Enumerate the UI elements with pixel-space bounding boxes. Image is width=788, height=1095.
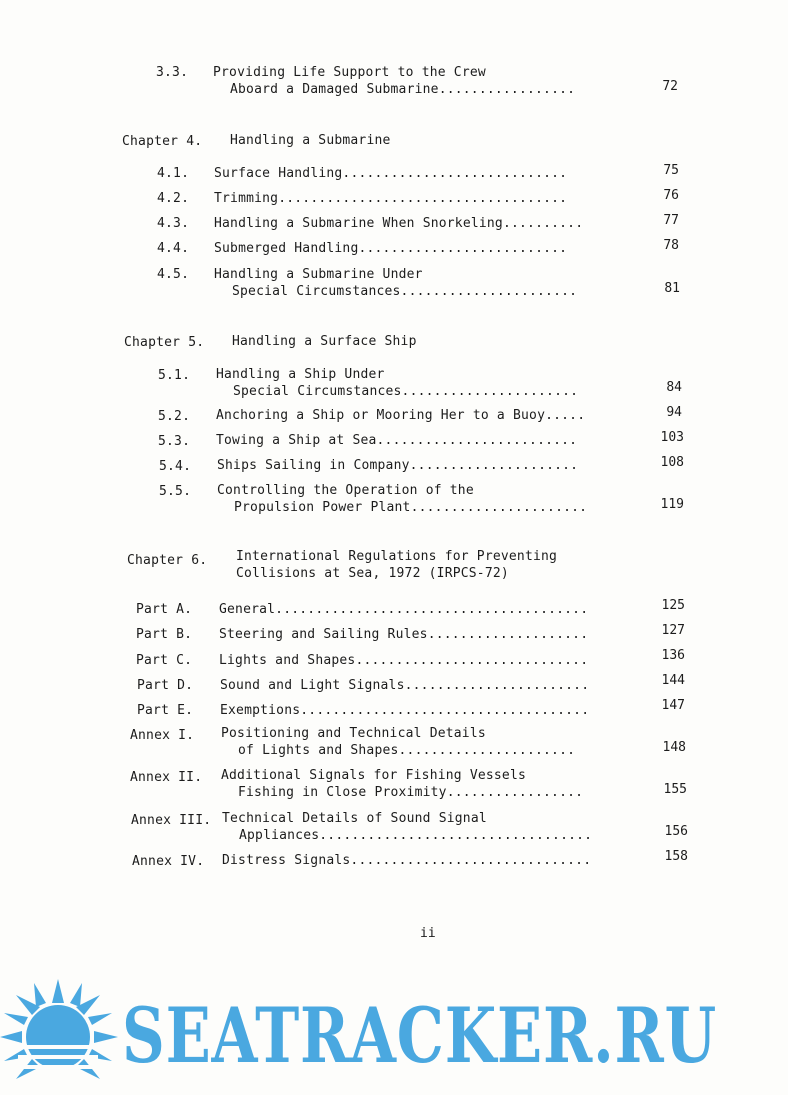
entry-number: 4.4.: [157, 241, 190, 256]
entry-title: Steering and Sailing Rules....................: [219, 627, 589, 642]
page-ref: 136: [661, 648, 685, 663]
page-ref: 148: [662, 740, 686, 755]
sun-logo-icon: [0, 975, 130, 1095]
entry-number: Annex II.: [130, 770, 203, 785]
page-ref: 94: [666, 405, 682, 420]
entry-number: Part D.: [137, 678, 194, 693]
entry-title: Controlling the Operation of the: [217, 483, 474, 498]
page-ref: 72: [662, 79, 678, 94]
entry-title: Anchoring a Ship or Mooring Her to a Buoy.....: [216, 408, 586, 423]
entry-title: Surface Handling............................: [214, 166, 568, 181]
entry-number: Annex I.: [130, 728, 195, 743]
entry-number: 5.3.: [158, 434, 191, 449]
entry-title: Exemptions....................................: [220, 703, 590, 718]
page-ref: 108: [660, 455, 684, 470]
page-ref: 76: [663, 188, 679, 203]
entry-number: Part A.: [136, 602, 193, 617]
entry-title: Ships Sailing in Company.....................: [217, 458, 579, 473]
entry-number: Part C.: [136, 653, 193, 668]
entry-title: Fishing in Close Proximity.................: [238, 785, 584, 800]
entry-title: Special Circumstances......................: [232, 284, 578, 299]
page-ref: 84: [666, 380, 682, 395]
page-ref: 144: [661, 673, 685, 688]
entry-title: Propulsion Power Plant......................: [234, 500, 588, 515]
entry-title: Technical Details of Sound Signal: [222, 811, 487, 826]
entry-title: Distress Signals..............................: [222, 853, 592, 868]
chapter-title: International Regulations for Preventing: [236, 549, 558, 564]
entry-title: Providing Life Support to the Crew: [213, 65, 486, 80]
chapter-label: Chapter 6.: [127, 553, 208, 568]
entry-number: 4.1.: [157, 166, 190, 181]
page-ref: 155: [663, 782, 687, 797]
page-ref: 81: [664, 281, 680, 296]
page-ref: 125: [661, 598, 685, 613]
entry-title: Aboard a Damaged Submarine.................: [230, 82, 576, 97]
entry-title: Trimming....................................: [214, 191, 568, 206]
entry-title: Towing a Ship at Sea.........................: [216, 433, 578, 448]
entry-title: Appliances..................................: [239, 828, 593, 843]
chapter-title: Handling a Surface Ship: [232, 334, 417, 349]
entry-number: 5.1.: [158, 368, 191, 383]
entry-title: Lights and Shapes.............................: [219, 653, 589, 668]
entry-title: Handling a Submarine When Snorkeling..........: [214, 216, 584, 231]
page-ref: 77: [663, 213, 679, 228]
entry-number: 4.3.: [157, 216, 190, 231]
entry-title: Handling a Ship Under: [216, 367, 385, 382]
entry-number: Part E.: [137, 703, 194, 718]
page-ref: 75: [663, 163, 679, 178]
chapter-title: Handling a Submarine: [230, 133, 391, 148]
page-ref: 156: [664, 824, 688, 839]
page-ref: 103: [660, 430, 684, 445]
entry-title: Submerged Handling..........................: [214, 241, 568, 256]
entry-number: 4.5.: [157, 267, 190, 282]
entry-title: Positioning and Technical Details: [221, 726, 486, 741]
entry-title: Sound and Light Signals.......................: [220, 678, 590, 693]
entry-number: Annex III.: [131, 813, 212, 828]
entry-number: 3.3.: [156, 65, 189, 80]
entry-title: General.......................................: [219, 602, 589, 617]
entry-number: 5.5.: [159, 484, 192, 499]
entry-number: Part B.: [136, 627, 193, 642]
page-ref: 127: [661, 623, 685, 638]
chapter-label: Chapter 4.: [122, 134, 203, 149]
entry-title: of Lights and Shapes......................: [238, 743, 576, 758]
entry-number: 4.2.: [157, 191, 190, 206]
page-ref: 147: [661, 698, 685, 713]
page-ref: 158: [664, 849, 688, 864]
page-number: ii: [420, 926, 436, 941]
chapter-label: Chapter 5.: [124, 335, 205, 350]
watermark-text: SEATRACKER.RU: [122, 991, 718, 1080]
page-ref: 78: [663, 238, 679, 253]
entry-number: 5.2.: [158, 409, 191, 424]
page-ref: 119: [660, 497, 684, 512]
entry-number: Annex IV.: [132, 854, 205, 869]
entry-number: 5.4.: [159, 459, 192, 474]
entry-title: Additional Signals for Fishing Vessels: [221, 768, 527, 783]
entry-title: Handling a Submarine Under: [214, 267, 423, 282]
entry-title: Special Circumstances......................: [233, 384, 579, 399]
chapter-title: Collisions at Sea, 1972 (IRPCS-72): [236, 566, 509, 581]
